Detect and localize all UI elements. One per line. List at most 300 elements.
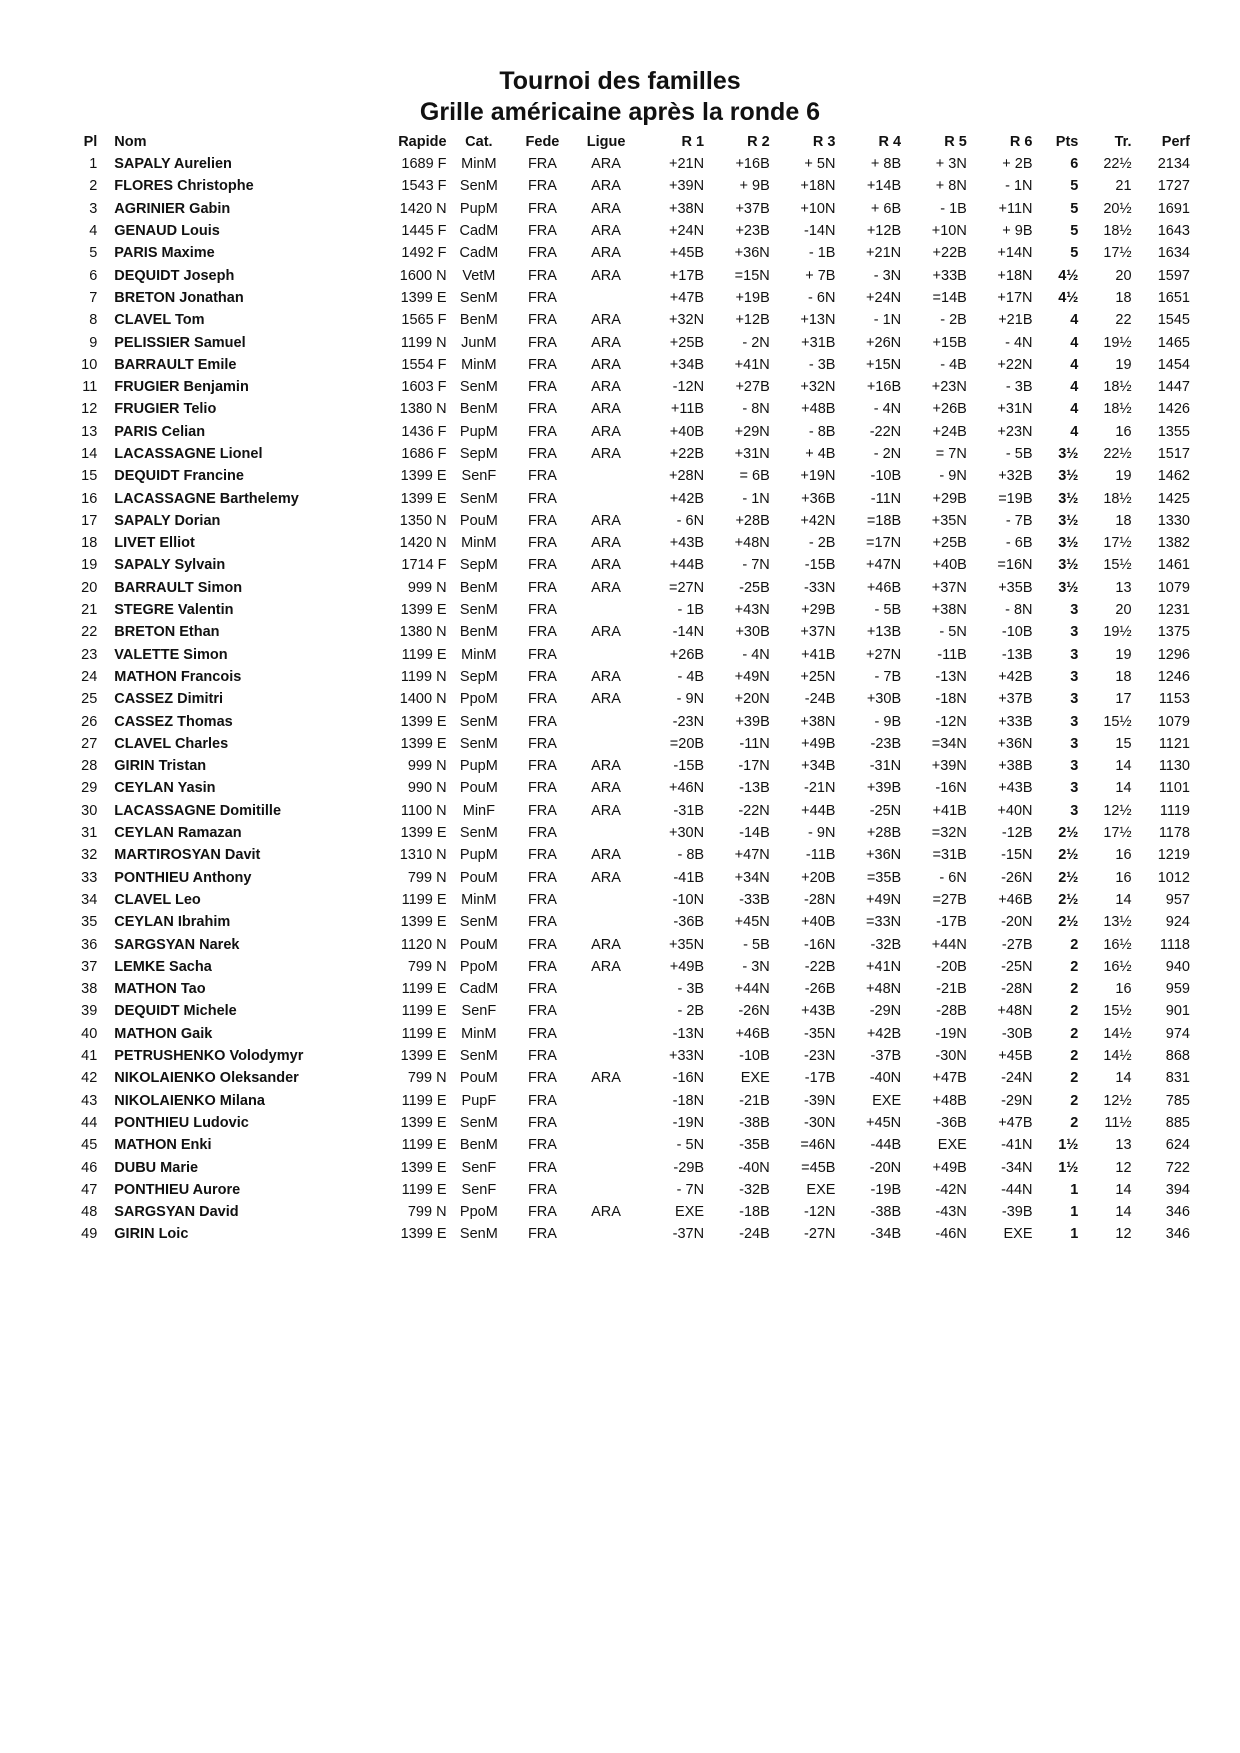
- cell-r3: +25N: [800, 668, 836, 685]
- cell-r3: +34B: [801, 758, 836, 775]
- header-cat: Cat.: [465, 134, 493, 150]
- cell-r3: -14N: [804, 223, 836, 240]
- cell-tr: 14: [1115, 1070, 1132, 1087]
- cell-r6: +31N: [997, 401, 1033, 418]
- table-row: [66, 1134, 1190, 1156]
- cell-r4: EXE: [872, 1092, 902, 1109]
- cell-r6: -30B: [1001, 1025, 1033, 1042]
- cell-perf: 1153: [1158, 691, 1190, 708]
- cell-ligue: ARA: [591, 780, 621, 797]
- cell-fede: FRA: [527, 579, 557, 596]
- cell-r1: +47B: [669, 289, 705, 306]
- cell-r4: - 1N: [873, 312, 902, 329]
- cell-r5: +29B: [932, 490, 967, 507]
- cell-ligue: ARA: [591, 1204, 621, 1221]
- cell-r3: - 2B: [808, 535, 836, 552]
- cell-r6: +40N: [997, 802, 1033, 819]
- cell-r4: - 3N: [873, 267, 902, 284]
- cell-nom: MATHON Enki: [114, 1137, 212, 1154]
- cell-r4: +48N: [866, 981, 902, 998]
- cell-r4: -38B: [870, 1204, 902, 1221]
- header-ligue: Ligue: [586, 134, 626, 150]
- cell-pts: 5: [1070, 178, 1079, 195]
- cell-tr: 18½: [1103, 379, 1132, 396]
- table-row: [66, 688, 1190, 710]
- cell-r4: - 5B: [874, 602, 902, 619]
- cell-pl: 1: [89, 156, 98, 173]
- cell-r4: -40N: [869, 1070, 902, 1087]
- cell-r3: +19N: [800, 468, 836, 485]
- cell-pts: 2: [1070, 1025, 1079, 1042]
- cell-r6: -44N: [1001, 1181, 1033, 1198]
- cell-rapide: 1199 E: [401, 1092, 447, 1109]
- cell-rapide: 1399 E: [400, 602, 447, 619]
- cell-rapide: 1199 E: [401, 1137, 447, 1154]
- cell-perf: 1118: [1159, 936, 1190, 953]
- cell-r3: -17B: [804, 1070, 836, 1087]
- cell-cat: SenM: [459, 1226, 498, 1243]
- table-row: [66, 443, 1190, 465]
- cell-fede: FRA: [527, 490, 557, 507]
- cell-nom: BRETON Jonathan: [114, 289, 244, 306]
- cell-r5: EXE: [937, 1137, 967, 1154]
- cell-pts: 3½: [1058, 446, 1079, 462]
- cell-rapide: 1199 E: [401, 1181, 447, 1198]
- cell-nom: CLAVEL Charles: [114, 735, 229, 752]
- cell-r2: -11N: [739, 735, 770, 752]
- cell-pts: 4½: [1058, 267, 1079, 284]
- cell-r5: +33B: [932, 267, 967, 284]
- cell-fede: FRA: [527, 1226, 557, 1243]
- cell-r4: +28B: [866, 825, 902, 842]
- cell-fede: FRA: [527, 914, 557, 931]
- cell-pts: 3: [1070, 691, 1079, 708]
- cell-ligue: [574, 287, 639, 309]
- cell-perf: 1545: [1157, 312, 1190, 329]
- cell-nom: LACASSAGNE Lionel: [114, 446, 263, 462]
- cell-r6: +35B: [998, 579, 1033, 596]
- standings-table: [66, 131, 1190, 1246]
- cell-fede: FRA: [527, 691, 557, 708]
- cell-pts: 3: [1070, 624, 1079, 641]
- cell-r3: +18N: [800, 178, 836, 195]
- cell-r4: +42B: [866, 1025, 902, 1042]
- cell-r4: +46B: [866, 579, 902, 596]
- cell-rapide: 1420 N: [399, 200, 447, 217]
- cell-ligue: [574, 1023, 639, 1045]
- cell-pts: 3½: [1058, 557, 1079, 574]
- cell-ligue: ARA: [591, 557, 621, 574]
- cell-r2: +19B: [735, 289, 770, 306]
- cell-rapide: 1714 F: [401, 557, 447, 574]
- cell-r2: -26N: [738, 1003, 770, 1020]
- cell-nom: LACASSAGNE Domitille: [114, 802, 282, 819]
- table-row: [66, 889, 1190, 911]
- cell-pl: 42: [81, 1070, 98, 1087]
- cell-perf: 785: [1165, 1092, 1190, 1109]
- cell-nom: FLORES Christophe: [114, 178, 254, 195]
- cell-perf: 901: [1165, 1003, 1190, 1020]
- cell-perf: 957: [1165, 891, 1190, 908]
- cell-r2: +43N: [734, 602, 770, 619]
- cell-rapide: 1199 E: [401, 891, 447, 908]
- cell-r1: -19N: [672, 1114, 705, 1131]
- cell-r3: +10N: [800, 200, 836, 217]
- cell-r6: EXE: [1003, 1226, 1033, 1243]
- cell-tr: 19: [1115, 356, 1132, 373]
- cell-nom: PONTHIEU Anthony: [114, 869, 252, 886]
- cell-pl: 32: [81, 847, 98, 864]
- cell-r3: +41B: [801, 646, 836, 663]
- cell-ligue: ARA: [591, 200, 621, 217]
- cell-tr: 18½: [1103, 490, 1132, 507]
- cell-r4: -37B: [870, 1048, 902, 1065]
- cell-r5: -19N: [935, 1025, 967, 1042]
- cell-rapide: 1543 F: [401, 178, 447, 195]
- cell-fede: FRA: [527, 1070, 557, 1087]
- cell-rapide: 1310 N: [399, 847, 447, 864]
- cell-r1: +24N: [668, 223, 705, 240]
- cell-cat: SenM: [459, 1114, 498, 1131]
- table-row: [66, 421, 1190, 443]
- cell-r5: -43N: [935, 1204, 967, 1221]
- cell-r2: = 6B: [739, 468, 770, 485]
- cell-nom: DEQUIDT Michele: [114, 1003, 237, 1020]
- cell-r4: - 2N: [873, 446, 902, 462]
- table-row: [66, 1089, 1190, 1111]
- cell-cat: PouM: [459, 1070, 498, 1087]
- cell-r2: -40N: [738, 1159, 770, 1176]
- cell-tr: 14½: [1103, 1025, 1132, 1042]
- cell-nom: PONTHIEU Ludovic: [114, 1114, 249, 1131]
- cell-fede: FRA: [527, 847, 557, 864]
- cell-r6: + 9B: [1002, 223, 1033, 240]
- cell-ligue: [574, 1112, 639, 1134]
- header-r5: R 5: [944, 134, 967, 150]
- cell-r3: -35N: [804, 1025, 836, 1042]
- cell-fede: FRA: [527, 379, 557, 396]
- cell-r2: -10B: [739, 1048, 770, 1065]
- cell-r3: -28N: [804, 891, 836, 908]
- cell-nom: CEYLAN Ramazan: [114, 825, 242, 842]
- cell-ligue: ARA: [591, 334, 621, 351]
- cell-r6: -12B: [1001, 825, 1033, 842]
- cell-nom: STEGRE Valentin: [114, 602, 234, 619]
- cell-r1: +46N: [668, 780, 705, 797]
- cell-pl: 41: [81, 1048, 98, 1065]
- cell-ligue: ARA: [591, 869, 621, 886]
- cell-r3: +43B: [801, 1003, 836, 1020]
- cell-r1: +33N: [668, 1048, 705, 1065]
- cell-pts: 2: [1070, 1070, 1079, 1087]
- cell-ligue: ARA: [591, 178, 621, 195]
- cell-perf: 1517: [1157, 446, 1190, 462]
- cell-tr: 18: [1115, 512, 1132, 529]
- cell-pl: 48: [81, 1204, 98, 1221]
- cell-r5: -16N: [935, 780, 967, 797]
- cell-cat: PupM: [459, 200, 498, 217]
- cell-pl: 30: [81, 802, 98, 819]
- table-row: [66, 710, 1190, 732]
- cell-r4: + 6B: [870, 200, 902, 217]
- cell-tr: 12: [1115, 1226, 1132, 1243]
- cell-r6: - 3B: [1005, 379, 1033, 396]
- cell-rapide: 1380 N: [399, 401, 447, 418]
- cell-perf: 1178: [1158, 825, 1190, 842]
- cell-r2: - 5B: [743, 936, 770, 953]
- cell-r2: -32B: [739, 1181, 770, 1198]
- cell-ligue: ARA: [591, 356, 621, 373]
- cell-r4: -19B: [870, 1181, 902, 1198]
- cell-perf: 1447: [1157, 379, 1190, 396]
- cell-ligue: [574, 1134, 639, 1156]
- cell-cat: SepM: [459, 446, 498, 462]
- cell-perf: 2134: [1157, 156, 1190, 173]
- cell-cat: PouM: [459, 936, 498, 953]
- cell-r6: -27B: [1001, 936, 1033, 953]
- cell-pl: 13: [81, 423, 98, 440]
- cell-r5: -12N: [935, 713, 967, 730]
- standings-body: [66, 153, 1190, 1246]
- cell-r3: -22B: [804, 958, 836, 975]
- cell-fede: FRA: [527, 958, 557, 975]
- cell-pts: 2½: [1058, 825, 1079, 842]
- cell-pts: 3½: [1058, 512, 1079, 529]
- cell-ligue: ARA: [591, 958, 621, 975]
- cell-cat: BenM: [459, 624, 498, 641]
- cell-perf: 346: [1165, 1204, 1190, 1221]
- cell-pl: 16: [81, 490, 98, 507]
- cell-fede: FRA: [527, 267, 557, 284]
- table-row: [66, 644, 1190, 666]
- cell-pts: 3: [1070, 780, 1079, 797]
- table-row: [66, 822, 1190, 844]
- cell-r3: +44B: [801, 802, 836, 819]
- cell-cat: MinM: [461, 646, 497, 663]
- cell-pts: 1½: [1058, 1137, 1079, 1154]
- cell-r4: +41N: [866, 958, 902, 975]
- cell-r5: -18N: [935, 691, 967, 708]
- cell-r3: +49B: [801, 735, 836, 752]
- header-r6: R 6: [1009, 134, 1033, 150]
- cell-fede: FRA: [527, 758, 557, 775]
- table-row: [66, 198, 1190, 220]
- cell-fede: FRA: [527, 1114, 557, 1131]
- header-r3: R 3: [812, 134, 836, 150]
- cell-fede: FRA: [527, 602, 557, 619]
- table-row: [66, 220, 1190, 242]
- cell-r4: +49N: [866, 891, 902, 908]
- cell-ligue: [574, 733, 639, 755]
- cell-r3: -11B: [805, 847, 836, 864]
- cell-cat: SenM: [459, 490, 498, 507]
- cell-tr: 15½: [1103, 557, 1132, 574]
- cell-r2: -18B: [739, 1204, 770, 1221]
- cell-nom: PARIS Celian: [114, 423, 206, 440]
- cell-r2: -24B: [739, 1226, 770, 1243]
- cell-pl: 19: [81, 557, 98, 574]
- cell-r5: +22B: [932, 245, 967, 262]
- table-row: [66, 755, 1190, 777]
- cell-rapide: 1399 E: [400, 1048, 447, 1065]
- cell-r4: +21N: [866, 245, 902, 262]
- cell-pts: 2½: [1058, 847, 1079, 864]
- cell-r1: -23N: [672, 713, 705, 730]
- cell-perf: 1727: [1157, 178, 1190, 195]
- cell-pts: 3: [1070, 713, 1079, 730]
- cell-r2: -33B: [739, 891, 770, 908]
- cell-rapide: 799 N: [407, 958, 447, 975]
- cell-ligue: ARA: [591, 847, 621, 864]
- cell-r3: + 4B: [805, 446, 836, 462]
- cell-r4: -22N: [869, 423, 902, 440]
- cell-pts: 5: [1070, 200, 1079, 217]
- cell-r6: - 8N: [1005, 602, 1033, 619]
- cell-pl: 27: [81, 735, 98, 752]
- cell-fede: FRA: [527, 981, 557, 998]
- cell-nom: BARRAULT Simon: [114, 579, 243, 596]
- cell-pl: 7: [89, 289, 98, 306]
- cell-ligue: ARA: [591, 267, 621, 284]
- cell-rapide: 1399 E: [400, 825, 447, 842]
- cell-nom: FRUGIER Telio: [114, 401, 217, 418]
- cell-r5: +47B: [932, 1070, 967, 1087]
- cell-pts: 3: [1070, 758, 1079, 775]
- cell-nom: SARGSYAN Narek: [114, 936, 240, 953]
- cell-cat: PupM: [459, 423, 498, 440]
- cell-r2: +16B: [735, 156, 770, 173]
- cell-r6: +47B: [998, 1114, 1033, 1131]
- cell-r4: - 9B: [874, 713, 902, 730]
- cell-perf: 1375: [1157, 624, 1190, 641]
- cell-r6: - 6B: [1005, 535, 1033, 552]
- cell-perf: 1101: [1158, 780, 1190, 797]
- cell-r1: -10N: [672, 891, 705, 908]
- cell-perf: 1643: [1157, 223, 1190, 240]
- cell-pts: 2: [1070, 1048, 1079, 1065]
- cell-perf: 1079: [1157, 713, 1190, 730]
- cell-rapide: 799 N: [407, 869, 447, 886]
- cell-nom: LEMKE Sacha: [114, 958, 212, 975]
- cell-cat: MinM: [461, 356, 497, 373]
- cell-r3: - 1B: [808, 245, 836, 262]
- cell-rapide: 1399 E: [400, 1114, 447, 1131]
- cell-cat: CadM: [459, 245, 499, 262]
- cell-pl: 9: [89, 334, 98, 351]
- cell-tr: 14: [1115, 1204, 1132, 1221]
- cell-r2: -21B: [739, 1092, 770, 1109]
- header-r2: R 2: [747, 134, 770, 150]
- cell-pl: 11: [82, 379, 98, 396]
- cell-pl: 34: [81, 891, 98, 908]
- cell-perf: 624: [1165, 1137, 1190, 1154]
- cell-r1: =20B: [669, 735, 705, 752]
- cell-r1: -41B: [673, 869, 705, 886]
- cell-nom: GIRIN Loic: [114, 1226, 189, 1243]
- cell-ligue: [574, 1089, 639, 1111]
- cell-pl: 6: [89, 267, 98, 284]
- cell-pts: 2: [1070, 1114, 1079, 1131]
- table-row: [66, 510, 1190, 532]
- table-row: [66, 153, 1190, 175]
- cell-pts: 4: [1070, 356, 1079, 373]
- cell-r2: +12B: [735, 312, 770, 329]
- cell-r4: + 8B: [870, 156, 902, 173]
- cell-r2: +47N: [734, 847, 770, 864]
- cell-rapide: 1399 E: [400, 735, 447, 752]
- cell-pl: 31: [81, 825, 98, 842]
- cell-r4: +12B: [866, 223, 902, 240]
- cell-r1: - 1B: [677, 602, 705, 619]
- cell-r4: +27N: [866, 646, 902, 663]
- cell-tr: 19½: [1103, 334, 1132, 351]
- cell-fede: FRA: [527, 1137, 557, 1154]
- cell-r3: -12N: [804, 1204, 836, 1221]
- cell-r5: +25B: [932, 535, 967, 552]
- cell-r2: +20N: [734, 691, 770, 708]
- cell-pts: 3: [1070, 802, 1079, 819]
- cell-pts: 1: [1070, 1204, 1079, 1221]
- cell-nom: MATHON Tao: [114, 981, 206, 998]
- cell-ligue: ARA: [591, 156, 621, 173]
- cell-r3: =46N: [800, 1137, 836, 1154]
- cell-r2: -22N: [738, 802, 770, 819]
- cell-nom: SARGSYAN David: [114, 1204, 239, 1221]
- cell-r1: +11B: [670, 401, 705, 418]
- cell-pl: 29: [81, 780, 98, 797]
- cell-tr: 17½: [1103, 245, 1132, 262]
- cell-r6: +43B: [998, 780, 1033, 797]
- cell-r5: =27B: [932, 891, 967, 908]
- cell-perf: 1079: [1157, 579, 1190, 596]
- cell-r5: =14B: [932, 289, 967, 306]
- cell-pts: 4: [1070, 334, 1079, 351]
- cell-r1: +35N: [668, 936, 705, 953]
- cell-r5: +35N: [931, 512, 967, 529]
- cell-pts: 3½: [1058, 579, 1079, 596]
- cell-ligue: ARA: [591, 758, 621, 775]
- cell-cat: MinM: [461, 891, 497, 908]
- cell-r3: -23N: [804, 1048, 836, 1065]
- cell-rapide: 1199 E: [401, 1025, 447, 1042]
- cell-r3: - 6N: [808, 289, 836, 306]
- cell-r5: -20B: [936, 958, 967, 975]
- cell-r4: +36N: [866, 847, 902, 864]
- document-title: [0, 66, 1240, 128]
- cell-perf: 346: [1165, 1226, 1190, 1243]
- cell-tr: 16: [1115, 423, 1132, 440]
- cell-pl: 49: [81, 1226, 98, 1243]
- cell-tr: 13: [1115, 1137, 1132, 1154]
- cell-r2: - 8N: [742, 401, 770, 418]
- cell-r4: +45N: [866, 1114, 902, 1131]
- cell-r1: +49B: [669, 958, 705, 975]
- cell-ligue: ARA: [591, 512, 621, 529]
- cell-tr: 19: [1115, 468, 1132, 485]
- cell-ligue: [574, 822, 639, 844]
- cell-pts: 3½: [1058, 490, 1079, 507]
- table-row: [66, 242, 1190, 264]
- cell-tr: 14: [1115, 1181, 1132, 1198]
- cell-r1: -37N: [672, 1226, 705, 1243]
- cell-r1: - 9N: [676, 691, 705, 708]
- cell-nom: MARTIROSYAN Davit: [114, 847, 261, 864]
- cell-perf: 1454: [1157, 356, 1190, 373]
- cell-r1: - 7N: [676, 1181, 705, 1198]
- cell-rapide: 1600 N: [399, 267, 447, 284]
- cell-fede: FRA: [527, 535, 557, 552]
- cell-pts: 3½: [1058, 468, 1079, 485]
